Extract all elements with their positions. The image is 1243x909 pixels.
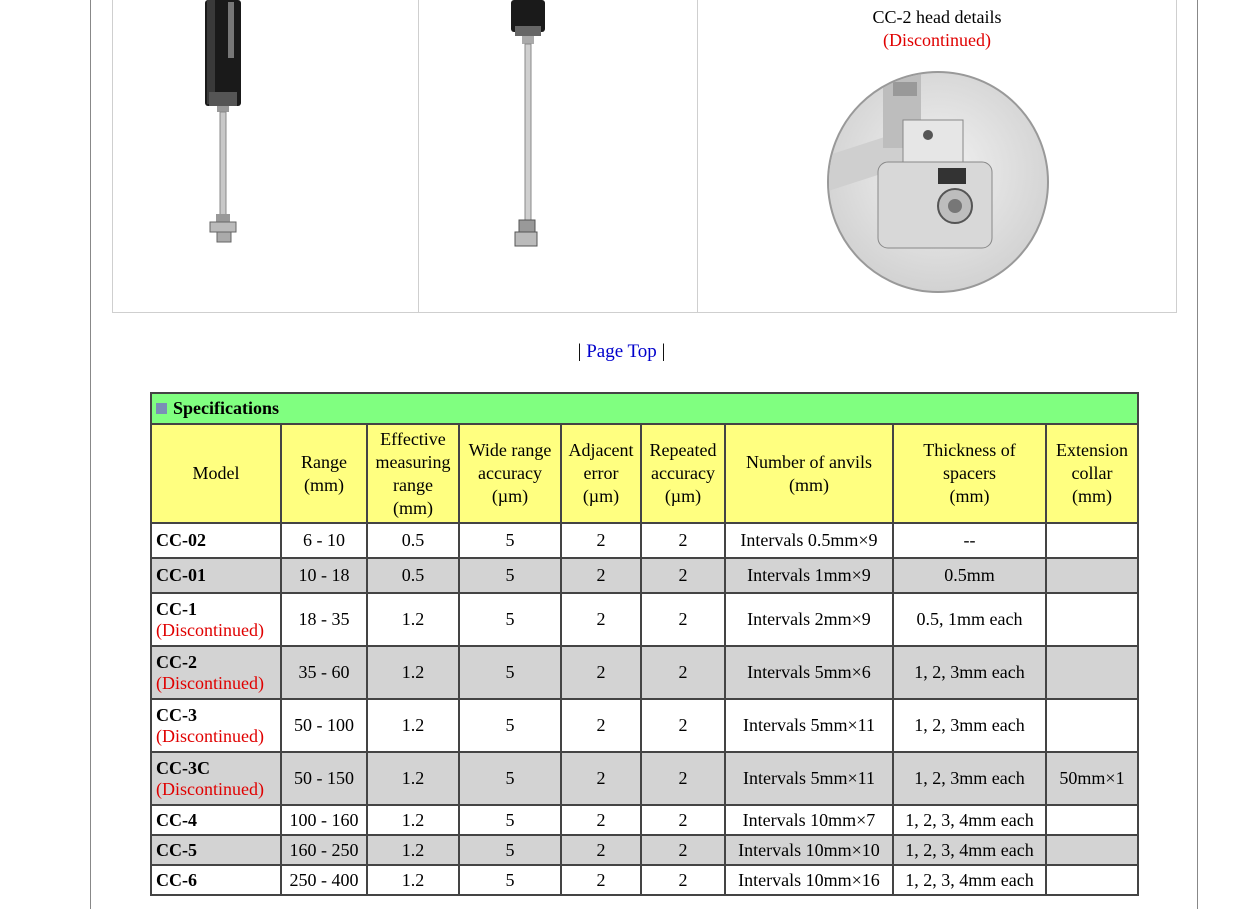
effective-range-cell: 1.2 xyxy=(367,865,459,895)
repeated-accuracy-cell: 2 xyxy=(641,805,725,835)
table-row xyxy=(151,558,1138,593)
collar-cell xyxy=(1046,523,1138,558)
model-cell: CC-2 (Discontinued) xyxy=(151,646,281,699)
cylinder-gauge-image-2 xyxy=(419,0,698,312)
col-header-wide-range-accuracy: Wide range accuracy (µm) xyxy=(459,424,561,523)
discontinued-label: (Discontinued) xyxy=(156,725,264,746)
specs-header-row xyxy=(151,424,1138,523)
anvils-cell: Intervals 1mm×9 xyxy=(725,558,893,593)
collar-cell xyxy=(1046,835,1138,865)
discontinued-label: (Discontinued) xyxy=(156,619,264,640)
adjacent-error-cell: 2 xyxy=(561,835,641,865)
anvils-cell: Intervals 5mm×11 xyxy=(725,699,893,752)
adjacent-error-cell: 2 xyxy=(561,865,641,895)
specs-title: Specifications xyxy=(173,398,279,418)
head-status: (Discontinued) xyxy=(883,30,991,50)
col-header-spacers: Thickness of spacers (mm) xyxy=(893,424,1046,523)
range-cell: 10 - 18 xyxy=(281,558,367,593)
effective-range-cell: 1.2 xyxy=(367,593,459,646)
repeated-accuracy-cell: 2 xyxy=(641,523,725,558)
page-top-link[interactable]: Page Top xyxy=(586,341,657,362)
wide-accuracy-cell: 5 xyxy=(459,558,561,593)
photo-cell-head-details xyxy=(698,0,1176,312)
discontinued-label: (Discontinued) xyxy=(156,672,264,693)
model-cell: CC-1 (Discontinued) xyxy=(151,593,281,646)
collar-cell xyxy=(1046,805,1138,835)
anvils-cell: Intervals 2mm×9 xyxy=(725,593,893,646)
wide-accuracy-cell: 5 xyxy=(459,752,561,805)
specs-title-row xyxy=(151,393,1138,424)
discontinued-label: (Discontinued) xyxy=(156,778,264,799)
specifications-table xyxy=(150,392,1139,896)
effective-range-cell: 1.2 xyxy=(367,805,459,835)
spacers-cell: 0.5mm xyxy=(893,558,1046,593)
wide-accuracy-cell: 5 xyxy=(459,835,561,865)
col-header-range: Range (mm) xyxy=(281,424,367,523)
effective-range-cell: 1.2 xyxy=(367,835,459,865)
head-detail-image xyxy=(698,0,1176,312)
spacers-cell: -- xyxy=(893,523,1046,558)
wide-accuracy-cell: 5 xyxy=(459,593,561,646)
spacers-cell: 1, 2, 3mm each xyxy=(893,646,1046,699)
table-row xyxy=(151,699,1138,752)
collar-cell xyxy=(1046,593,1138,646)
col-header-adjacent-error: Adjacent error (µm) xyxy=(561,424,641,523)
col-header-anvils: Number of anvils (mm) xyxy=(725,424,893,523)
adjacent-error-cell: 2 xyxy=(561,699,641,752)
repeated-accuracy-cell: 2 xyxy=(641,699,725,752)
adjacent-error-cell: 2 xyxy=(561,558,641,593)
adjacent-error-cell: 2 xyxy=(561,646,641,699)
range-cell: 18 - 35 xyxy=(281,593,367,646)
table-row xyxy=(151,835,1138,865)
collar-cell xyxy=(1046,558,1138,593)
repeated-accuracy-cell: 2 xyxy=(641,865,725,895)
adjacent-error-cell: 2 xyxy=(561,752,641,805)
collar-cell xyxy=(1046,865,1138,895)
wide-accuracy-cell: 5 xyxy=(459,805,561,835)
repeated-accuracy-cell: 2 xyxy=(641,835,725,865)
table-row xyxy=(151,593,1138,646)
wide-accuracy-cell: 5 xyxy=(459,699,561,752)
model-cell: CC-6 xyxy=(151,865,281,895)
photo-cell-gauge-1 xyxy=(113,0,419,312)
model-cell: CC-02 xyxy=(151,523,281,558)
anvils-cell: Intervals 10mm×16 xyxy=(725,865,893,895)
repeated-accuracy-cell: 2 xyxy=(641,646,725,699)
model-cell: CC-5 xyxy=(151,835,281,865)
table-row xyxy=(151,752,1138,805)
collar-cell xyxy=(1046,646,1138,699)
repeated-accuracy-cell: 2 xyxy=(641,593,725,646)
model-cell: CC-3 (Discontinued) xyxy=(151,699,281,752)
range-cell: 50 - 150 xyxy=(281,752,367,805)
table-row xyxy=(151,523,1138,558)
wide-accuracy-cell: 5 xyxy=(459,865,561,895)
head-caption: CC-2 head details xyxy=(872,7,1002,27)
table-row xyxy=(151,646,1138,699)
collar-cell xyxy=(1046,699,1138,752)
cylinder-gauge-image-1 xyxy=(113,0,419,312)
square-bullet-icon xyxy=(156,403,167,414)
anvils-cell: Intervals 5mm×11 xyxy=(725,752,893,805)
range-cell: 250 - 400 xyxy=(281,865,367,895)
effective-range-cell: 0.5 xyxy=(367,523,459,558)
adjacent-error-cell: 2 xyxy=(561,593,641,646)
model-cell: CC-3C (Discontinued) xyxy=(151,752,281,805)
range-cell: 6 - 10 xyxy=(281,523,367,558)
adjacent-error-cell: 2 xyxy=(561,805,641,835)
range-cell: 35 - 60 xyxy=(281,646,367,699)
spacers-cell: 1, 2, 3, 4mm each xyxy=(893,805,1046,835)
col-header-model: Model xyxy=(151,424,281,523)
photo-cell-gauge-2 xyxy=(419,0,698,312)
spacers-cell: 1, 2, 3mm each xyxy=(893,752,1046,805)
range-cell: 160 - 250 xyxy=(281,835,367,865)
wide-accuracy-cell: 5 xyxy=(459,646,561,699)
col-header-repeated-accuracy: Repeated accuracy (µm) xyxy=(641,424,725,523)
model-cell: CC-4 xyxy=(151,805,281,835)
range-cell: 50 - 100 xyxy=(281,699,367,752)
effective-range-cell: 1.2 xyxy=(367,646,459,699)
spacers-cell: 0.5, 1mm each xyxy=(893,593,1046,646)
col-header-effective-range: Effective measuring range (mm) xyxy=(367,424,459,523)
product-photo-table xyxy=(112,0,1177,313)
repeated-accuracy-cell: 2 xyxy=(641,558,725,593)
anvils-cell: Intervals 10mm×10 xyxy=(725,835,893,865)
effective-range-cell: 1.2 xyxy=(367,699,459,752)
model-cell: CC-01 xyxy=(151,558,281,593)
nav-separator-right: | xyxy=(661,341,666,362)
anvils-cell: Intervals 10mm×7 xyxy=(725,805,893,835)
repeated-accuracy-cell: 2 xyxy=(641,752,725,805)
effective-range-cell: 0.5 xyxy=(367,558,459,593)
adjacent-error-cell: 2 xyxy=(561,523,641,558)
col-header-extension-collar: Extension collar (mm) xyxy=(1046,424,1138,523)
page-top-nav xyxy=(0,341,1243,363)
collar-cell: 50mm×1 xyxy=(1046,752,1138,805)
nav-separator-left: | xyxy=(577,341,582,362)
effective-range-cell: 1.2 xyxy=(367,752,459,805)
table-row xyxy=(151,805,1138,835)
anvils-cell: Intervals 0.5mm×9 xyxy=(725,523,893,558)
spacers-cell: 1, 2, 3, 4mm each xyxy=(893,835,1046,865)
anvils-cell: Intervals 5mm×6 xyxy=(725,646,893,699)
spacers-cell: 1, 2, 3, 4mm each xyxy=(893,865,1046,895)
range-cell: 100 - 160 xyxy=(281,805,367,835)
wide-accuracy-cell: 5 xyxy=(459,523,561,558)
table-row xyxy=(151,865,1138,895)
spacers-cell: 1, 2, 3mm each xyxy=(893,699,1046,752)
